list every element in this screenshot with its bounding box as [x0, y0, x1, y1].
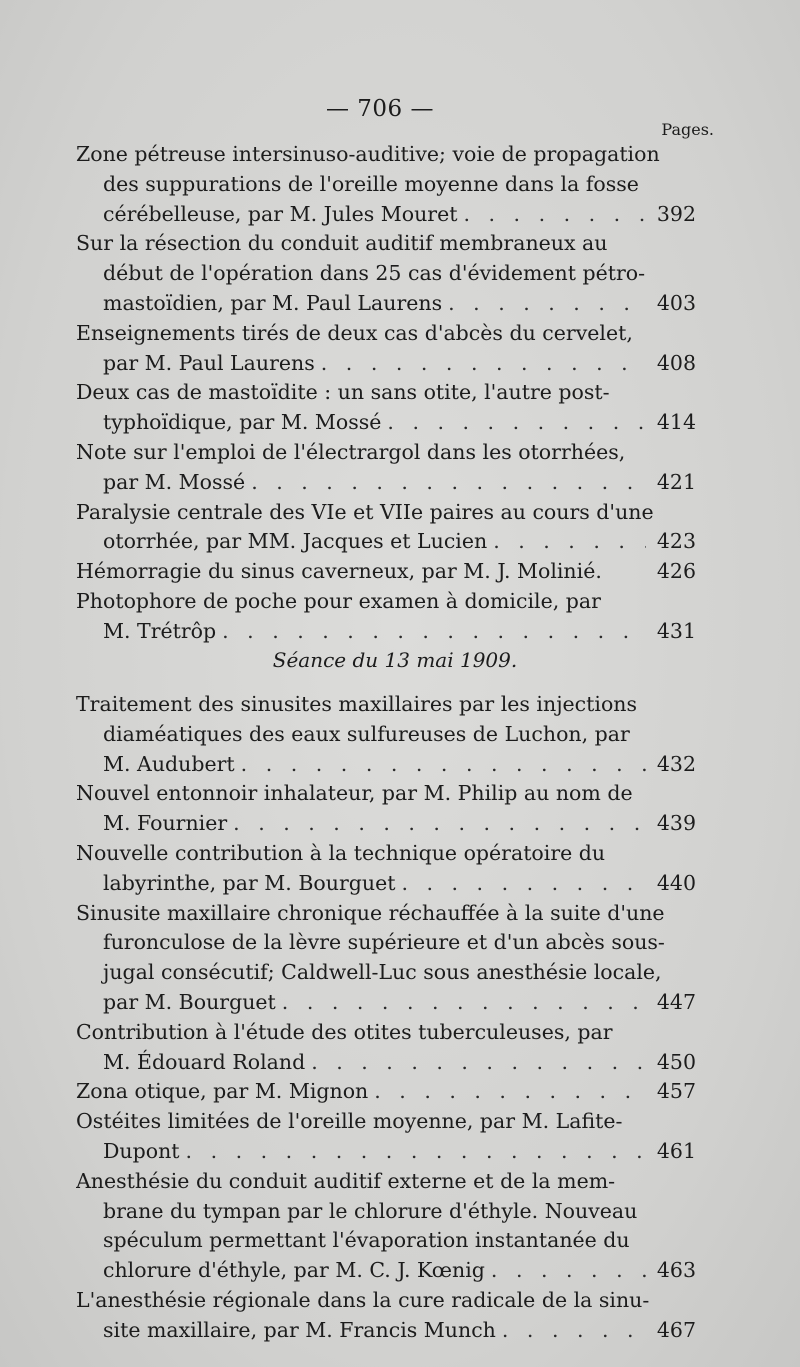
dot-leader [251, 468, 646, 498]
toc-entry [76, 557, 696, 587]
toc-entry [76, 587, 696, 647]
toc-line: typhoïdique, par M. Mossé [103, 410, 382, 435]
toc-entry [76, 498, 696, 558]
toc-last-line [76, 1256, 696, 1286]
toc-last-line [76, 869, 696, 899]
toc-entry [76, 839, 696, 899]
toc-line: Photophore de poche pour examen à domicile, par [76, 588, 601, 613]
dot-leader [463, 200, 646, 230]
toc-last-line [76, 750, 696, 780]
page-ref: 392 [656, 201, 696, 226]
toc-last-line [76, 1048, 696, 1078]
toc-line: M. Fournier [103, 811, 228, 836]
toc-line: Paralysie centrale des VIe et VIIe paires au cours d'une [76, 499, 654, 524]
toc-line: par M. Mossé [103, 469, 246, 494]
dot-leader [401, 869, 646, 899]
dot-leader [321, 349, 646, 379]
toc-last-line [76, 200, 696, 230]
toc-last-line [76, 408, 696, 438]
dot-leader [493, 527, 646, 557]
page-ref: 440 [656, 870, 696, 895]
toc-entry [76, 438, 696, 498]
page-ref: 403 [656, 290, 696, 315]
toc-last-line [76, 289, 696, 319]
dot-leader [186, 1137, 646, 1167]
toc-line: Sur la résection du conduit auditif membraneux au [76, 231, 608, 256]
page-ref: 431 [656, 618, 696, 643]
page-ref: 450 [656, 1049, 696, 1074]
toc-entry [76, 140, 696, 229]
toc-line: site maxillaire, par M. Francis Munch [103, 1317, 496, 1342]
toc-entry [76, 1167, 696, 1286]
dot-leader [241, 750, 646, 780]
page-ref: 467 [656, 1317, 696, 1342]
toc-entry [76, 378, 696, 438]
toc-entry [76, 899, 696, 1018]
toc-line: M. Trétrôp [103, 618, 217, 643]
toc-line: Nouvel entonnoir inhalateur, par M. Philip au nom de [76, 781, 633, 806]
dot-leader [222, 617, 646, 647]
toc-line: M. Audubert [103, 751, 235, 776]
dot-leader [311, 1048, 646, 1078]
toc-entry [76, 690, 696, 779]
toc-entry [76, 1077, 696, 1107]
toc-line: mastoïdien, par M. Paul Laurens [103, 290, 443, 315]
toc-section-1 [76, 140, 696, 647]
page-ref: 447 [656, 989, 696, 1014]
toc-line: Traitement des sinusites maxillaires par les injections [76, 692, 638, 716]
toc-line: cérébelleuse, par M. Jules Mouret [103, 201, 458, 226]
dot-leader [491, 1256, 646, 1286]
page-number: — 706 — [325, 96, 435, 122]
toc-line: début de l'opération dans 25 cas d'évidement pétro- [103, 261, 646, 286]
toc-line: L'anesthésie régionale dans la cure radicale de la sinu- [76, 1287, 650, 1312]
page-ref: 432 [656, 751, 696, 776]
toc-line: par M. Bourguet [103, 989, 276, 1014]
session-heading: Séance du 13 mai 1909. [272, 648, 518, 672]
toc-last-line [76, 617, 696, 647]
page-ref: 421 [656, 469, 696, 494]
toc-line: Deux cas de mastoïdite : un sans otite, l'autre post- [76, 380, 610, 405]
toc-line: Note sur l'emploi de l'électrargol dans les otorrhées, [76, 439, 626, 464]
toc-last-line [76, 349, 696, 379]
page-ref: 463 [656, 1258, 696, 1283]
dot-leader [282, 988, 646, 1018]
toc-line: M. Édouard Roland [103, 1049, 306, 1074]
toc-last-line [76, 1077, 696, 1107]
page-ref: 426 [656, 559, 696, 584]
page-ref: 457 [656, 1079, 696, 1104]
toc-line: chlorure d'éthyle, par M. C. J. Kœnig [103, 1258, 485, 1283]
toc-line: labyrinthe, par M. Bourguet [103, 870, 396, 895]
toc-line: Enseignements tirés de deux cas d'abcès du cervelet, [76, 320, 633, 345]
toc-line: jugal consécutif; Caldwell-Luc sous anesthésie locale, [103, 960, 662, 985]
page-ref: 423 [656, 529, 696, 554]
toc-entry [76, 1107, 696, 1167]
toc-line: Nouvelle contribution à la technique opératoire du [76, 840, 606, 865]
toc-last-line [76, 527, 696, 557]
toc-line: Hémorragie du sinus caverneux, par M. J. Molinié. [76, 559, 602, 584]
toc-entry [76, 779, 696, 839]
pages-column-label: Pages. [661, 120, 714, 139]
toc-entry [76, 1286, 696, 1346]
toc-last-line [76, 1137, 696, 1167]
toc-line: Contribution à l'étude des otites tuberculeuses, par [76, 1019, 613, 1044]
toc-line: brane du tympan par le chlorure d'éthyle. Nouveau [103, 1198, 638, 1223]
page-ref: 408 [656, 350, 696, 375]
dot-leader [387, 408, 646, 438]
toc-line: Zone pétreuse intersinuso-auditive; voie de propagation [76, 142, 660, 166]
toc-line: Zona otique, par M. Mignon [76, 1079, 369, 1104]
toc-line: Anesthésie du conduit auditif externe et de la mem- [76, 1168, 616, 1193]
dot-leader [374, 1077, 646, 1107]
page-ref: 461 [656, 1138, 696, 1163]
toc-line: diaméatiques des eaux sulfureuses de Luchon, par [103, 721, 630, 746]
toc-last-line [76, 988, 696, 1018]
toc-line: Dupont [103, 1138, 180, 1163]
toc-last-line [76, 557, 696, 587]
toc-section-2 [76, 690, 696, 1346]
toc-last-line [76, 1316, 696, 1346]
toc-line: par M. Paul Laurens [103, 350, 315, 375]
toc-line: Sinusite maxillaire chronique réchauffée à la suite d'une [76, 900, 665, 925]
toc-line: Ostéites limitées de l'oreille moyenne, par M. Lafite- [76, 1109, 623, 1134]
toc-line: furonculose de la lèvre supérieure et d'un abcès sous- [103, 930, 665, 955]
toc-line: des suppurations de l'oreille moyenne dans la fosse [103, 171, 639, 196]
toc-entry [76, 229, 696, 318]
toc-line: otorrhée, par MM. Jacques et Lucien [103, 529, 488, 554]
dot-leader [233, 809, 646, 839]
page-ref: 414 [656, 410, 696, 435]
toc-last-line [76, 468, 696, 498]
toc-entry [76, 319, 696, 379]
toc-line: spéculum permettant l'évaporation instantanée du [103, 1228, 630, 1253]
dot-leader [502, 1316, 646, 1346]
toc-last-line [76, 809, 696, 839]
dot-leader [448, 289, 646, 319]
page-ref: 439 [656, 811, 696, 836]
toc-entry [76, 1018, 696, 1078]
